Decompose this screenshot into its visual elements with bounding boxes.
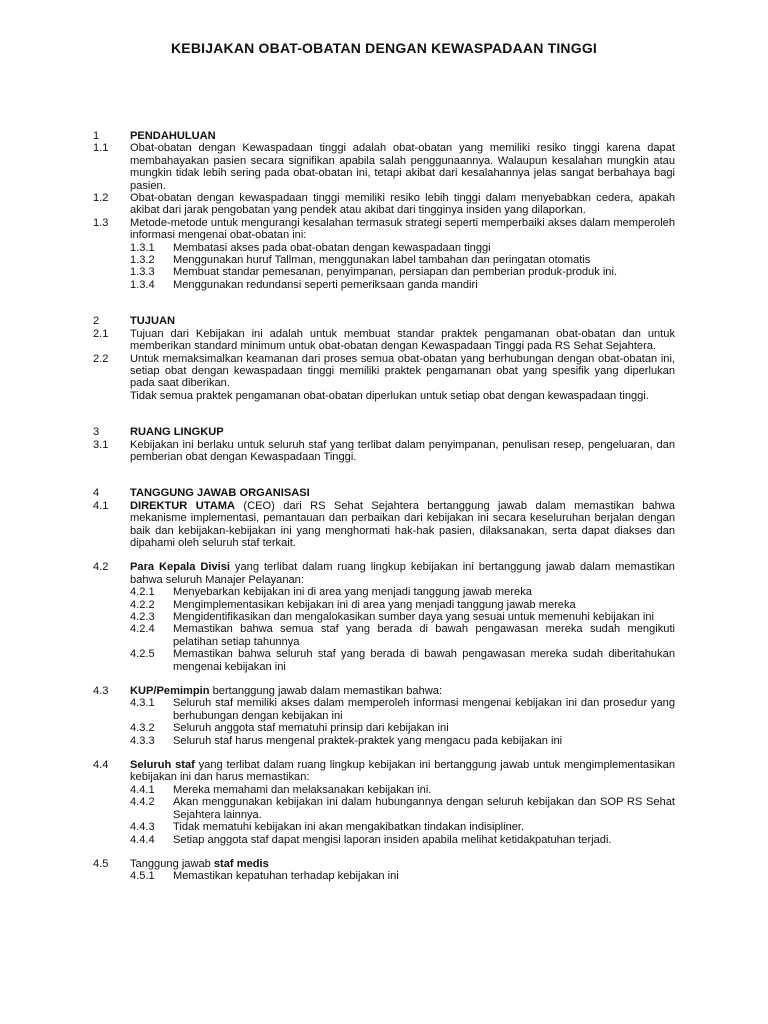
- sub-item-number: 4.4.2: [130, 796, 155, 809]
- paragraph-text: [130, 561, 675, 586]
- sub-item-text: Mereka memahami dan melaksanakan kebijakan ini.: [173, 783, 432, 796]
- section-heading: [93, 487, 675, 499]
- paragraph-text: [130, 500, 675, 550]
- section-number: 2: [93, 315, 100, 328]
- paragraph: [93, 142, 675, 192]
- section-number: 3: [93, 426, 100, 439]
- paragraph-number: 4.2: [93, 561, 109, 574]
- paragraph-number: 4.5: [93, 857, 109, 870]
- paragraph-text: Untuk memaksimalkan keamanan dari proses semua obat-obatan yang berhubungan dengan obat-obatan ini, setiap obat dengan kewaspadaan tinggi memiliki praktek pengamanan obat yang spesifik yang diperlukan pada saat diberikan.: [130, 352, 675, 390]
- section-title: TANGGUNG JAWAB ORGANISASI: [130, 487, 310, 500]
- sub-item-number: 4.2.5: [130, 648, 155, 661]
- paragraph-number: 2.1: [93, 327, 109, 340]
- sub-item-number: 4.3.2: [130, 722, 155, 735]
- document-body: [93, 130, 675, 883]
- role-name: KUP/Pemimpin: [130, 685, 210, 698]
- sub-item: [130, 796, 675, 821]
- role-description: bertanggung jawab dalam memastikan bahwa:: [209, 685, 443, 698]
- paragraph: [93, 439, 675, 464]
- section-heading: [93, 315, 675, 327]
- paragraph: [93, 353, 675, 390]
- sub-item: [130, 821, 675, 833]
- paragraph-text: [130, 685, 675, 697]
- sub-item: [130, 611, 675, 623]
- paragraph: [93, 192, 675, 217]
- sub-item-number: 4.2.2: [130, 598, 155, 611]
- sub-item-text: Membatasi akses pada obat-obatan dengan kewaspadaan tinggi: [173, 241, 491, 254]
- sub-item-number: 4.3.1: [130, 697, 155, 710]
- sub-item: [130, 834, 675, 846]
- section-title: RUANG LINGKUP: [130, 426, 224, 439]
- sub-item-text: Memastikan kepatuhan terhadap kebijakan ini: [173, 870, 399, 883]
- paragraph: [93, 500, 675, 550]
- sub-item-text: Seluruh staf memiliki akses dalam memperoleh informasi mengenai kebijakan ini dan prosedur yang berhubungan dengan kebijakan ini: [173, 697, 675, 722]
- role-name: Seluruh staf: [130, 759, 195, 772]
- role-name: DIREKTUR UTAMA: [130, 499, 235, 512]
- sub-item: [130, 254, 675, 266]
- section-title: PENDAHULUAN: [130, 130, 216, 142]
- section-number: 1: [93, 130, 100, 142]
- paragraph: [93, 759, 675, 784]
- paragraph-text: Kebijakan ini berlaku untuk seluruh staf yang terlibat dalam penyimpanan, penulisan resep, pengeluaran, dan pemberian obat dengan Kewaspadaan Tinggi.: [130, 438, 675, 463]
- sub-item-number: 1.3.4: [130, 278, 155, 291]
- paragraph: [93, 217, 675, 242]
- paragraph-number: 4.4: [93, 759, 109, 772]
- paragraph-text: [130, 759, 675, 784]
- section-number: 4: [93, 487, 100, 500]
- paragraph-text: Metode-metode untuk mengurangi kesalahan termasuk strategi seperti memperbaiki akses dalam memperoleh informasi mengenai obat-obatan ini:: [130, 216, 675, 242]
- sub-item-text: Akan menggunakan kebijakan ini dalam hubungannya dengan seluruh kebijakan dan SOP RS Sehat Sejahtera lainnya.: [173, 796, 675, 821]
- sub-item: [130, 697, 675, 722]
- sub-item-text: Mengimplementasikan kebijakan ini di area yang menjadi tanggung jawab mereka: [173, 598, 576, 611]
- paragraph: [93, 328, 675, 353]
- paragraph-text: Tujuan dari Kebijakan ini adalah untuk membuat standar praktek pengamanan obat-obatan dan untuk memberikan standard minimum untuk obat-obatan dengan Kewaspadaan Tinggi pada RS Sehat Sejahtera.: [130, 327, 675, 353]
- sub-item: [130, 242, 675, 254]
- sub-item-text: Memastikan bahwa seluruh staf yang berada di bawah pengawasan mereka sudah diberitahukan mengenai kebijakan ini: [173, 648, 675, 673]
- paragraph: [93, 858, 675, 870]
- sub-item-number: 1.3.3: [130, 266, 155, 279]
- paragraph-number: 1.3: [93, 216, 109, 229]
- paragraph-number: 1.2: [93, 192, 109, 205]
- role-name: staf medis: [213, 857, 269, 870]
- section-heading: [93, 426, 675, 438]
- role-description: yang terlibat dalam ruang lingkup kebijakan ini bertanggung jawab dalam memastikan bahwa seluruh Manajer Pelayanan:: [130, 561, 675, 586]
- section-tujuan: [93, 315, 675, 402]
- sub-item: [130, 870, 675, 882]
- role-description: (CEO) dari RS Sehat Sejahtera bertanggung jawab dalam memastikan bahwa mekanisme implementasi, pemantauan dan perbaikan dari kebijakan ini secara keseluruhan berjalan dengan baik dan kebijakan-kebijakan ini yang menghormati hak-hak pasien, dilaksanakan, serta dapat diakses dan dipahami oleh seluruh staf terkait.: [130, 499, 675, 549]
- paragraph-number: 3.1: [93, 438, 109, 451]
- sub-item-number: 4.2.3: [130, 611, 155, 623]
- sub-item-number: 4.2.1: [130, 586, 155, 599]
- sub-item-text: Seluruh staf harus mengenal praktek-praktek yang mengacu pada kebijakan ini: [173, 734, 563, 747]
- sub-item-number: 4.4.3: [130, 821, 155, 834]
- paragraph-text: Obat-obatan dengan kewaspadaan tinggi memiliki resiko lebih tinggi dalam menyebabkan cedera, apakah akibat dari jarak pengobatan yang pendek atau akibat dari tingginya insiden yang dilaporkan.: [130, 192, 675, 217]
- sub-item-text: Memastikan bahwa semua staf yang berada di bawah pengawasan mereka sudah mengikuti pelatihan setiap tahunnya: [173, 623, 675, 648]
- sub-item-text: Menyebarkan kebijakan ini di area yang menjadi tanggung jawab mereka: [173, 586, 532, 599]
- sub-item-number: 4.4.4: [130, 833, 155, 846]
- sub-item-text: Tidak mematuhi kebijakan ini akan mengakibatkan tindakan indisipliner.: [173, 821, 525, 834]
- paragraph-number: 1.1: [93, 142, 109, 155]
- paragraph: [93, 390, 675, 402]
- sub-item-text: Setiap anggota staf dapat mengisi laporan insiden apabila melihat ketidakpatuhan terjadi.: [173, 833, 612, 846]
- paragraph: [93, 561, 675, 586]
- sub-item-number: 4.5.1: [130, 870, 155, 883]
- role-description: yang terlibat dalam ruang lingkup kebijakan ini bertanggung jawab untuk mengimplementasikan kebijakan ini dan harus memastikan:: [130, 759, 675, 784]
- sub-item-number: 1.3.1: [130, 241, 155, 254]
- section-title: TUJUAN: [130, 315, 175, 328]
- paragraph-number: 2.2: [93, 352, 109, 365]
- paragraph-number: 4.1: [93, 499, 109, 512]
- sub-item: [130, 623, 675, 648]
- sub-item-text: Membuat standar pemesanan, penyimpanan, persiapan dan pemberian produk-produk ini.: [173, 266, 618, 279]
- paragraph-text: Obat-obatan dengan Kewaspadaan tinggi adalah obat-obatan yang memiliki resiko tinggi karena dapat membahayakan pasien secara signifikan apabila salah penggunaannya. Walaupun kesalahan mungkin atau mungkin tidak lebih sering pada obat-obatan ini, tetapi akibat dari kesalahannya jelas sangat berbahaya bagi pasien.: [130, 142, 675, 192]
- sub-item: [130, 648, 675, 673]
- section-pendahuluan: [93, 130, 675, 291]
- paragraph-text: [130, 858, 675, 870]
- sub-item-text: Seluruh anggota staf mematuhi prinsip dari kebijakan ini: [173, 722, 449, 735]
- document-title: KEBIJAKAN OBAT-OBATAN DENGAN KEWASPADAAN TINGGI: [170, 40, 598, 56]
- sub-item-text: Mengidentifikasikan dan mengalokasikan sumber daya yang sesuai untuk memenuhi kebijakan ini: [173, 611, 655, 623]
- sub-item: [130, 279, 675, 291]
- section-tanggung-jawab: [93, 487, 675, 882]
- sub-item-text: Menggunakan huruf Tallman, menggunakan label tambahan dan peringatan otomatis: [173, 254, 591, 267]
- sub-item-number: 4.3.3: [130, 734, 155, 747]
- sub-item: [130, 735, 675, 747]
- sub-item: [130, 784, 675, 796]
- role-name: Para Kepala Divisi: [130, 561, 230, 574]
- paragraph-number: 4.3: [93, 685, 109, 698]
- paragraph-text: Tidak semua praktek pengamanan obat-obatan diperlukan untuk setiap obat dengan kewaspadaan tinggi.: [130, 389, 649, 402]
- sub-item-number: 4.4.1: [130, 783, 155, 796]
- section-ruang-lingkup: [93, 426, 675, 463]
- sub-item-text: Menggunakan redundansi seperti pemeriksaan ganda mandiri: [173, 278, 478, 291]
- sub-item: [130, 586, 675, 598]
- sub-item-number: 4.2.4: [130, 623, 155, 636]
- role-prefix: Tanggung jawab: [130, 857, 214, 870]
- sub-item-number: 1.3.2: [130, 254, 155, 267]
- section-heading: [93, 130, 675, 142]
- paragraph: [93, 685, 675, 697]
- sub-item: [130, 266, 675, 278]
- sub-item: [130, 599, 675, 611]
- sub-item: [130, 722, 675, 734]
